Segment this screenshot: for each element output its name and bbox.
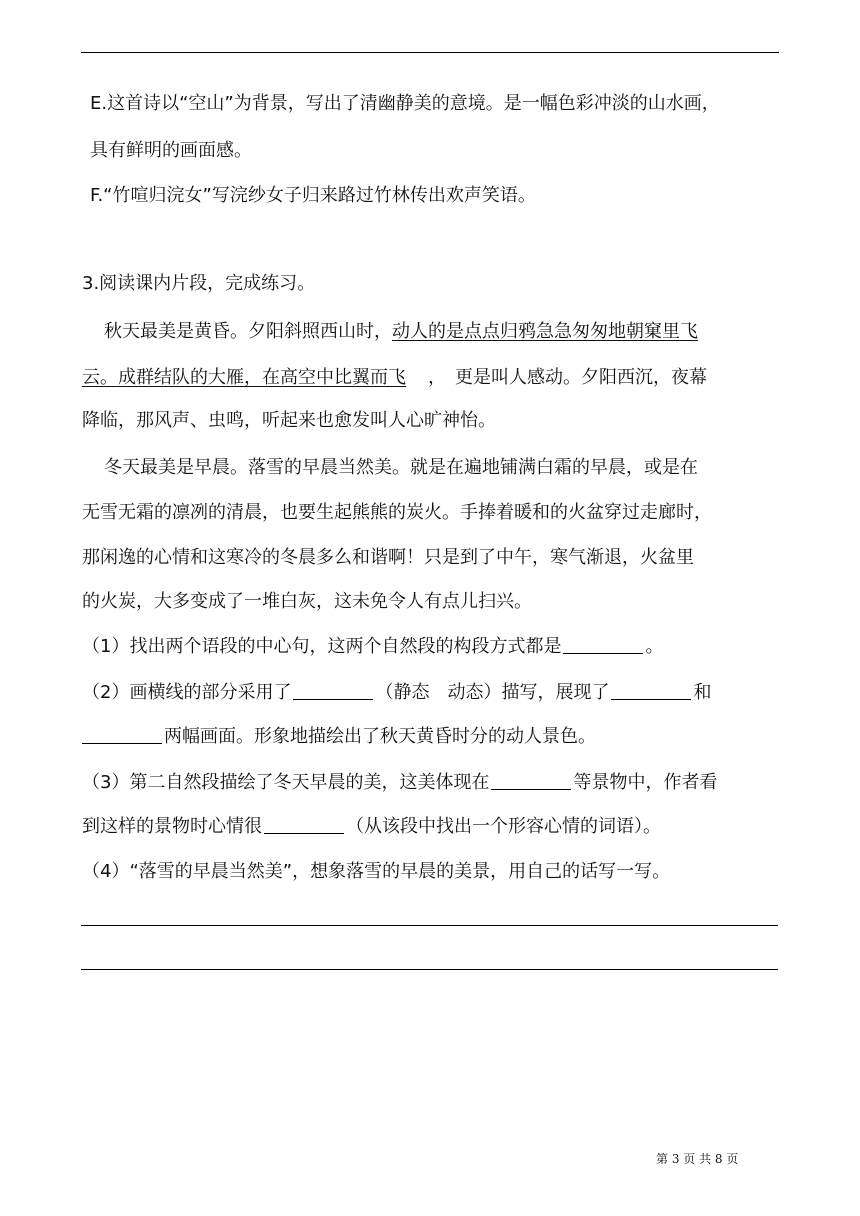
answer-blank[interactable] <box>264 815 344 834</box>
sub-question-text: （静态 动态）描写，展现了 <box>375 682 610 703</box>
page-number: 第 3 页 共 8 页 <box>656 1152 739 1166</box>
option-e-line2: 具有鲜明的画面感。 <box>90 140 252 161</box>
option-f: F.“竹喧归浣女”写浣纱女子归来路过竹林传出欢声笑语。 <box>90 185 536 206</box>
sub-question-2-line2 <box>82 725 596 749</box>
underlined-text: 云。成群结队的大雁，在高空中比翼而飞 <box>82 367 406 388</box>
sub-question-4: （4）“落雪的早晨当然美”，想象落雪的早晨的美景，用自己的话写一写。 <box>82 861 671 882</box>
sub-question-text: 等景物中，作者看 <box>573 772 718 793</box>
sub-question-3 <box>82 771 717 795</box>
underlined-text: 动人的是点点归鸦急急匆匆地朝窠里飞 <box>392 321 698 342</box>
header-rule <box>81 52 779 53</box>
writing-answer-line[interactable] <box>81 925 778 926</box>
sub-question-text: 和 <box>693 682 712 703</box>
passage-p1-line3: 降临，那风声、虫鸣，听起来也愈发叫人心旷神怡。 <box>82 410 496 431</box>
passage-p1-line2 <box>82 366 707 390</box>
sub-question-text: （3）第二自然段描绘了冬天早晨的美，这美体现在 <box>82 772 490 793</box>
passage-p2-line2: 无雪无霜的凛冽的清晨，也要生起熊熊的炭火。手捧着暖和的火盆穿过走廊时， <box>82 502 712 523</box>
sub-question-text: 。 <box>645 636 664 657</box>
passage-text: 秋天最美是黄昏。夕阳斜照西山时， <box>104 321 392 342</box>
option-e-line1: E.这首诗以“空山”为背景，写出了清幽静美的意境。是一幅色彩冲淡的山水画， <box>90 93 720 114</box>
sub-question-2 <box>82 681 711 705</box>
sub-question-text: （1）找出两个语段的中心句，这两个自然段的构段方式都是 <box>82 636 562 657</box>
answer-blank[interactable] <box>563 635 643 654</box>
passage-p1-line1 <box>104 320 698 344</box>
answer-blank[interactable] <box>491 771 571 790</box>
writing-answer-line[interactable] <box>81 969 778 970</box>
answer-blank[interactable] <box>82 725 162 744</box>
sub-question-3-line2 <box>82 815 661 839</box>
passage-p2-line1: 冬天最美是早晨。落雪的早晨当然美。就是在遍地铺满白霜的早晨，或是在 <box>104 457 698 478</box>
passage-p2-line4: 的火炭，大多变成了一堆白灰，这未免令人有点儿扫兴。 <box>82 591 532 612</box>
sub-question-text: 两幅画面。形象地描绘出了秋天黄昏时分的动人景色。 <box>164 726 596 747</box>
sub-question-text: 到这样的景物时心情很 <box>82 816 262 837</box>
passage-p2-line3: 那闲逸的心情和这寒冷的冬晨多么和谐啊！只是到了中午，寒气渐退，火盆里 <box>82 547 694 568</box>
passage-text: ， 更是叫人感动。夕阳西沉，夜幕 <box>428 367 707 388</box>
answer-blank[interactable] <box>611 681 691 700</box>
sub-question-text: （从该段中找出一个形容心情的词语）。 <box>346 816 661 837</box>
answer-blank[interactable] <box>293 681 373 700</box>
sub-question-1 <box>82 635 663 659</box>
question-3-title: 3.阅读课内片段，完成练习。 <box>82 273 316 294</box>
sub-question-text: （2）画横线的部分采用了 <box>82 682 292 703</box>
